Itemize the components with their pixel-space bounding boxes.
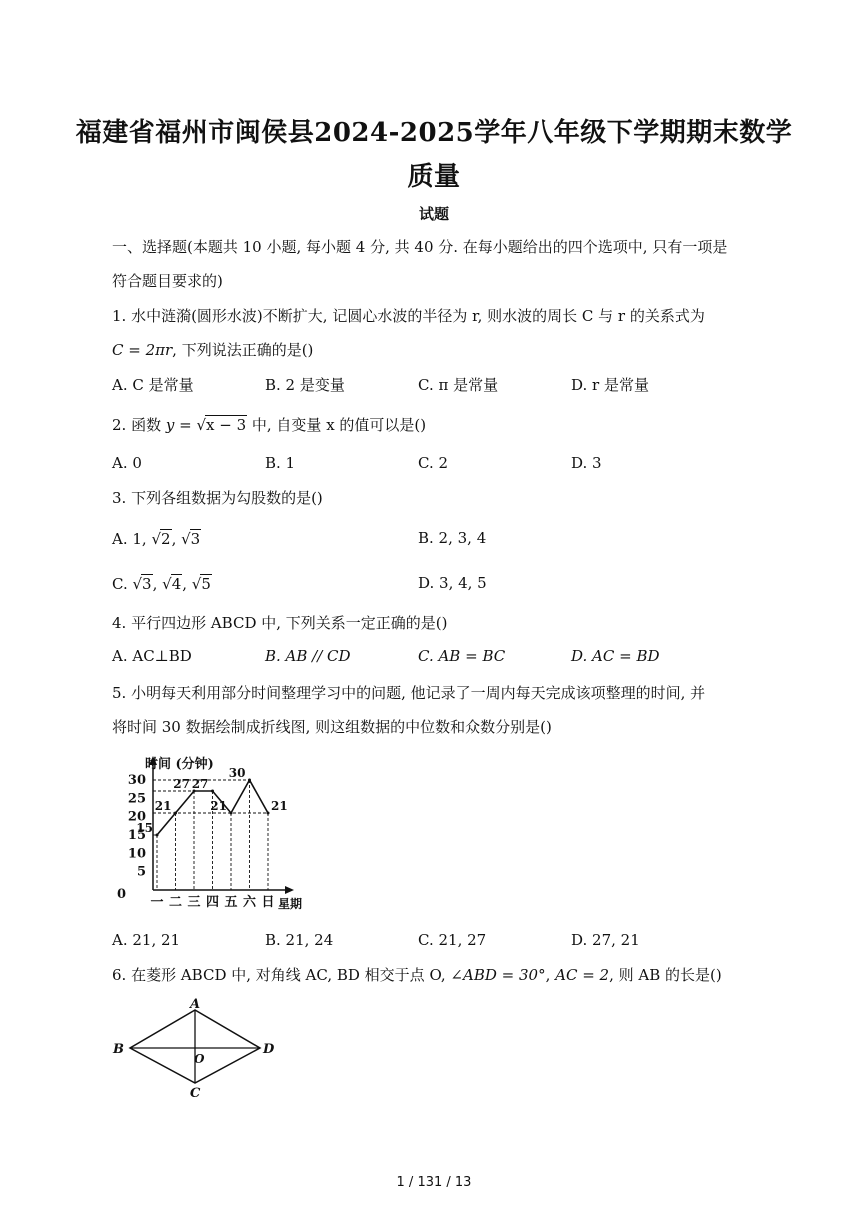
data-label: 27	[173, 777, 190, 791]
question-5-stem: 5. 小明每天利用部分时间整理学习中的问题, 他记录了一周内每天完成该项整理的时间, 并	[112, 684, 706, 702]
question-1-stem-end: , 下列说法正确的是()	[172, 341, 314, 359]
x-tick-label: 三	[187, 895, 201, 910]
question-2-radicand: x − 3	[206, 416, 247, 434]
question-1-option-c: C. π 是常量	[418, 376, 499, 394]
question-3-option-d: D. 3, 4, 5	[418, 574, 487, 592]
data-point	[174, 812, 177, 815]
x-tick-label: 六	[242, 895, 257, 910]
y-tick-label: 0	[116, 887, 126, 902]
x-axis-arrow	[285, 886, 294, 894]
question-3-option-c-root2: 4	[171, 575, 182, 593]
question-6-stem-start: 6. 在菱形 ABCD 中, 对角线 AC, BD 相交于点 O,	[112, 966, 451, 984]
data-label: 27	[191, 777, 209, 791]
vertex-label-d: D	[263, 1042, 275, 1057]
center-label-o: O	[194, 1052, 205, 1066]
x-tick-label: 日	[261, 895, 275, 910]
vertex-label-b: B	[113, 1042, 124, 1057]
x-axis-label: 星期	[278, 897, 303, 911]
question-3-option-c-root1: 3	[142, 575, 152, 593]
question-5-stem-line2: 将时间 30 数据绘制成折线图, 则这组数据的中位数和众数分别是()	[112, 718, 552, 736]
section-heading: 一、选择题(本题共 10 小题, 每小题 4 分, 共 40 分. 在每小题给出的四个选项中, 只有一项是	[112, 238, 728, 256]
question-6-separator: ,	[545, 966, 556, 984]
question-3-option-a-root2: 3	[190, 530, 201, 548]
y-tick-label: 15	[127, 828, 146, 843]
question-2-option-b: B. 1	[265, 454, 296, 472]
question-3-option-a-label: A. 1,	[112, 530, 152, 548]
question-1-stem-line2	[112, 339, 313, 360]
question-2-option-a: A. 0	[112, 454, 142, 472]
question-4-option-c: C. AB = BC	[418, 647, 506, 665]
y-tick-label: 5	[136, 864, 146, 880]
question-4-option-d: D. AC = BD	[571, 647, 660, 665]
question-1-option-a: A. C 是常量	[112, 376, 194, 394]
question-6-length: AC = 2	[555, 966, 610, 984]
data-label: 30	[228, 766, 246, 780]
question-3-option-c-label: C.	[112, 575, 133, 593]
question-2-prefix: 2. 函数	[112, 416, 166, 434]
page-title-line2: 质量	[407, 162, 461, 192]
section-heading-line2: 符合题目要求的)	[112, 272, 223, 290]
vertex-label-c: C	[190, 1086, 201, 1101]
data-point	[211, 790, 214, 793]
question-3-option-a: A. 1, √2, √3	[112, 530, 201, 548]
question-6-angle: ∠ABD = 30°	[450, 966, 546, 984]
rhombus-diagram	[108, 998, 288, 1103]
question-2-option-d: D. 3	[571, 454, 602, 472]
question-5-option-c: C. 21, 27	[418, 931, 487, 949]
data-point	[156, 834, 159, 837]
question-1-stem: 1. 水中涟漪(圆形水波)不断扩大, 记圆心水波的半径为 r, 则水波的周长 C 与 r 的关系式为	[112, 307, 705, 325]
y-tick-label: 20	[127, 809, 146, 825]
question-3-stem: 3. 下列各组数据为勾股数的是()	[112, 489, 323, 507]
y-tick-label: 10	[127, 846, 146, 862]
question-2-formula-lhs: y =	[165, 416, 197, 434]
data-label: 15	[136, 821, 153, 835]
data-label: 21	[154, 799, 172, 813]
question-2-suffix: 中, 自变量 x 的值可以是()	[247, 416, 427, 434]
question-3-option-a-root1: 2	[161, 530, 171, 548]
question-6-stem-end: , 则 AB 的长是()	[609, 966, 722, 984]
data-label: 21	[210, 799, 227, 813]
question-2-option-c: C. 2	[418, 454, 449, 472]
question-3-option-c-root3: 5	[201, 575, 211, 593]
question-5-option-d: D. 27, 21	[571, 931, 640, 949]
line-chart	[108, 750, 328, 915]
question-4-stem: 4. 平行四边形 ABCD 中, 下列关系一定正确的是()	[112, 614, 448, 632]
question-1-formula: C = 2πr	[112, 341, 173, 359]
page-title: 福建省福州市闽侯县2024-2025学年八年级下学期期末数学	[75, 118, 793, 148]
question-2-stem: 2. 函数 y = √x − 3 中, 自变量 x 的值可以是()	[112, 416, 427, 434]
x-tick-label: 二	[168, 895, 183, 910]
x-tick-label: 四	[205, 895, 220, 910]
question-3-option-b: B. 2, 3, 4	[418, 529, 487, 547]
question-6-stem	[112, 964, 722, 985]
question-4-option-b: B. AB // CD	[265, 647, 351, 665]
question-4-option-a: A. AC⊥BD	[112, 647, 192, 665]
vertex-label-a: A	[190, 998, 201, 1012]
data-point	[248, 779, 251, 782]
data-point	[230, 812, 233, 815]
question-5-option-a: A. 21, 21	[112, 931, 181, 949]
page-number: 1 / 131 / 13	[396, 1175, 472, 1190]
y-axis-label: 时间 (分钟)	[145, 757, 214, 772]
question-5-option-b: B. 21, 24	[265, 931, 334, 949]
data-label: 21	[271, 799, 288, 813]
y-tick-label: 30	[127, 773, 146, 788]
question-1-option-b: B. 2 是变量	[265, 376, 345, 394]
y-tick-label: 25	[127, 791, 146, 807]
question-1-option-d: D. r 是常量	[571, 376, 649, 394]
data-point	[267, 812, 270, 815]
question-3-option-c: C. √3, √4, √5	[112, 575, 211, 593]
x-tick-label: 五	[224, 895, 238, 910]
x-tick-label: 一	[150, 895, 164, 910]
page-subtitle: 试题	[418, 205, 449, 223]
